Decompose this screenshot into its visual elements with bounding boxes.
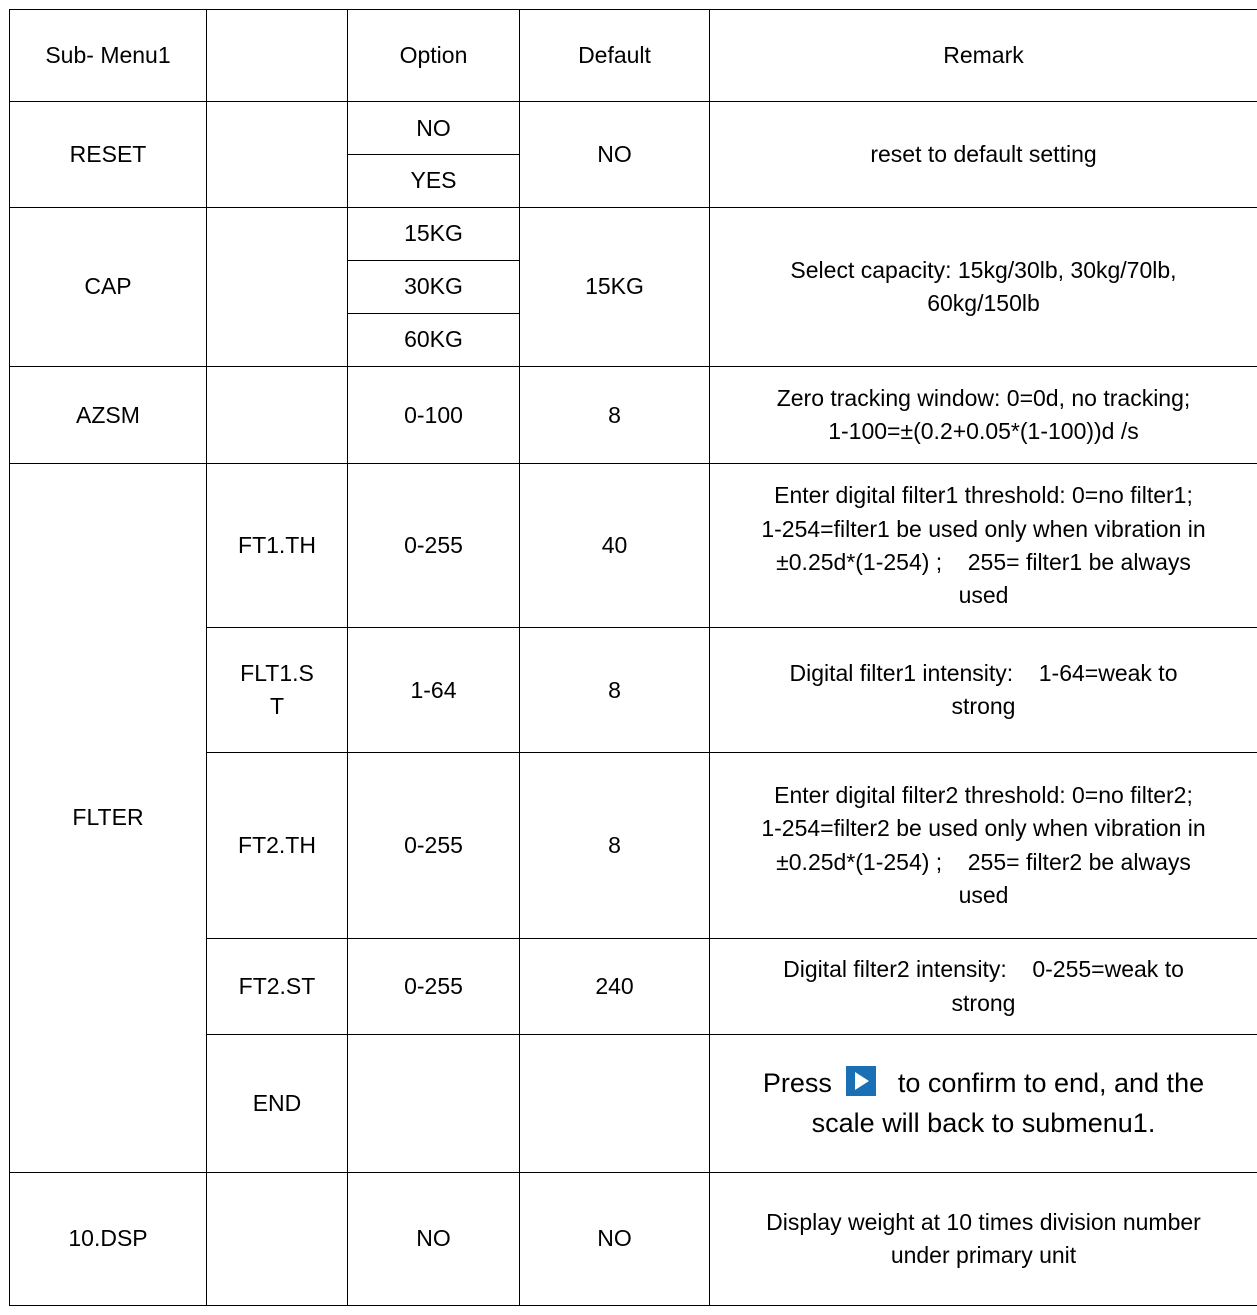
cap-remark-line1: Select capacity: 15kg/30lb, 30kg/70lb, xyxy=(790,256,1177,283)
ft2th-sub: FT2.TH xyxy=(207,753,348,939)
dsp10-option: NO xyxy=(348,1172,520,1305)
ft1th-remark-line3: ±0.25d*(1-254) ; 255= filter1 be always xyxy=(776,548,1191,575)
ft2st-remark-line2: strong xyxy=(951,989,1016,1016)
reset-option-yes: YES xyxy=(348,155,520,207)
cap-remark-line2: 60kg/150lb xyxy=(927,289,1040,316)
azsm-option: 0-100 xyxy=(348,367,520,464)
dsp10-row xyxy=(10,1172,1257,1305)
header-option: Option xyxy=(348,10,520,102)
ft1th-remark-line2: 1-254=filter1 be used only when vibration in xyxy=(761,515,1206,542)
end-remark xyxy=(710,1034,1257,1172)
flt1st-option: 1-64 xyxy=(348,628,520,753)
reset-row xyxy=(10,102,1257,155)
azsm-row xyxy=(10,367,1257,464)
cap-default: 15KG xyxy=(520,207,710,367)
ft2st-remark xyxy=(710,939,1257,1034)
ft2th-option: 0-255 xyxy=(348,753,520,939)
azsm-remark-line1: Zero tracking window: 0=0d, no tracking; xyxy=(776,384,1191,411)
reset-option-no: NO xyxy=(348,102,520,155)
dsp10-remark xyxy=(710,1172,1257,1305)
flter-ft1th-row xyxy=(10,464,1257,628)
play-button-icon xyxy=(846,1066,876,1096)
cap-option-60kg: 60KG xyxy=(348,313,520,366)
flt1st-sub-line2: T xyxy=(269,693,285,720)
cap-option-15kg: 15KG xyxy=(348,207,520,260)
header-default: Default xyxy=(520,10,710,102)
flt1st-sub-line1: FLT1.S xyxy=(240,659,314,686)
ft1th-option: 0-255 xyxy=(348,464,520,628)
ft1th-remark-line1: Enter digital filter1 threshold: 0=no filter1; xyxy=(774,482,1193,509)
end-option xyxy=(348,1034,520,1172)
azsm-remark xyxy=(710,367,1257,464)
dsp10-remark-line1: Display weight at 10 times division number xyxy=(766,1208,1201,1235)
flter-name: FLTER xyxy=(10,464,207,1172)
ft2st-default: 240 xyxy=(520,939,710,1034)
flt1st-remark-line2: strong xyxy=(951,693,1016,720)
cap-name: CAP xyxy=(10,207,207,367)
ft2th-remark-line2: 1-254=filter2 be used only when vibration in xyxy=(761,815,1206,842)
dsp10-remark-line2: under primary unit xyxy=(890,1241,1077,1268)
cap-option-30kg: 30KG xyxy=(348,260,520,313)
ft2st-remark-line1: Digital filter2 intensity: 0-255=weak to xyxy=(783,956,1184,983)
ft2st-sub: FT2.ST xyxy=(207,939,348,1034)
settings-table xyxy=(9,9,1257,1306)
azsm-remark-line2: 1-100=±(0.2+0.05*(1-100))d /s xyxy=(828,418,1139,445)
azsm-name: AZSM xyxy=(10,367,207,464)
ft2th-remark-line1: Enter digital filter2 threshold: 0=no filter2; xyxy=(774,782,1193,809)
end-default xyxy=(520,1034,710,1172)
ft2th-remark-line3: ±0.25d*(1-254) ; 255= filter2 be always xyxy=(776,848,1191,875)
reset-name: RESET xyxy=(10,102,207,207)
ft2th-remark-line4: used xyxy=(958,882,1009,909)
end-remark-line1 xyxy=(716,1063,1251,1104)
dsp10-default: NO xyxy=(520,1172,710,1305)
header-blank xyxy=(207,10,348,102)
end-sub: END xyxy=(207,1034,348,1172)
flt1st-default: 8 xyxy=(520,628,710,753)
end-remark-press: Press xyxy=(762,1067,832,1098)
dsp10-sub-blank xyxy=(207,1172,348,1305)
ft1th-remark-line4: used xyxy=(958,582,1009,609)
header-submenu1: Sub- Menu1 xyxy=(10,10,207,102)
ft1th-sub: FT1.TH xyxy=(207,464,348,628)
reset-sub-blank xyxy=(207,102,348,207)
azsm-sub-blank xyxy=(207,367,348,464)
ft1th-default: 40 xyxy=(520,464,710,628)
header-remark: Remark xyxy=(710,10,1257,102)
flt1st-remark xyxy=(710,628,1257,753)
cap-sub-blank xyxy=(207,207,348,367)
ft2th-remark xyxy=(710,753,1257,939)
ft1th-remark xyxy=(710,464,1257,628)
header-row xyxy=(10,10,1257,102)
end-remark-rest: to confirm to end, and the xyxy=(897,1067,1205,1098)
flt1st-sub xyxy=(207,628,348,753)
cap-row xyxy=(10,207,1257,260)
cap-remark xyxy=(710,207,1257,367)
ft2th-default: 8 xyxy=(520,753,710,939)
ft2st-option: 0-255 xyxy=(348,939,520,1034)
flt1st-remark-line1: Digital filter1 intensity: 1-64=weak to xyxy=(789,659,1178,686)
end-remark-line2: scale will back to submenu1. xyxy=(811,1108,1156,1139)
dsp10-name: 10.DSP xyxy=(10,1172,207,1305)
azsm-default: 8 xyxy=(520,367,710,464)
reset-default: NO xyxy=(520,102,710,207)
reset-remark: reset to default setting xyxy=(710,102,1257,207)
